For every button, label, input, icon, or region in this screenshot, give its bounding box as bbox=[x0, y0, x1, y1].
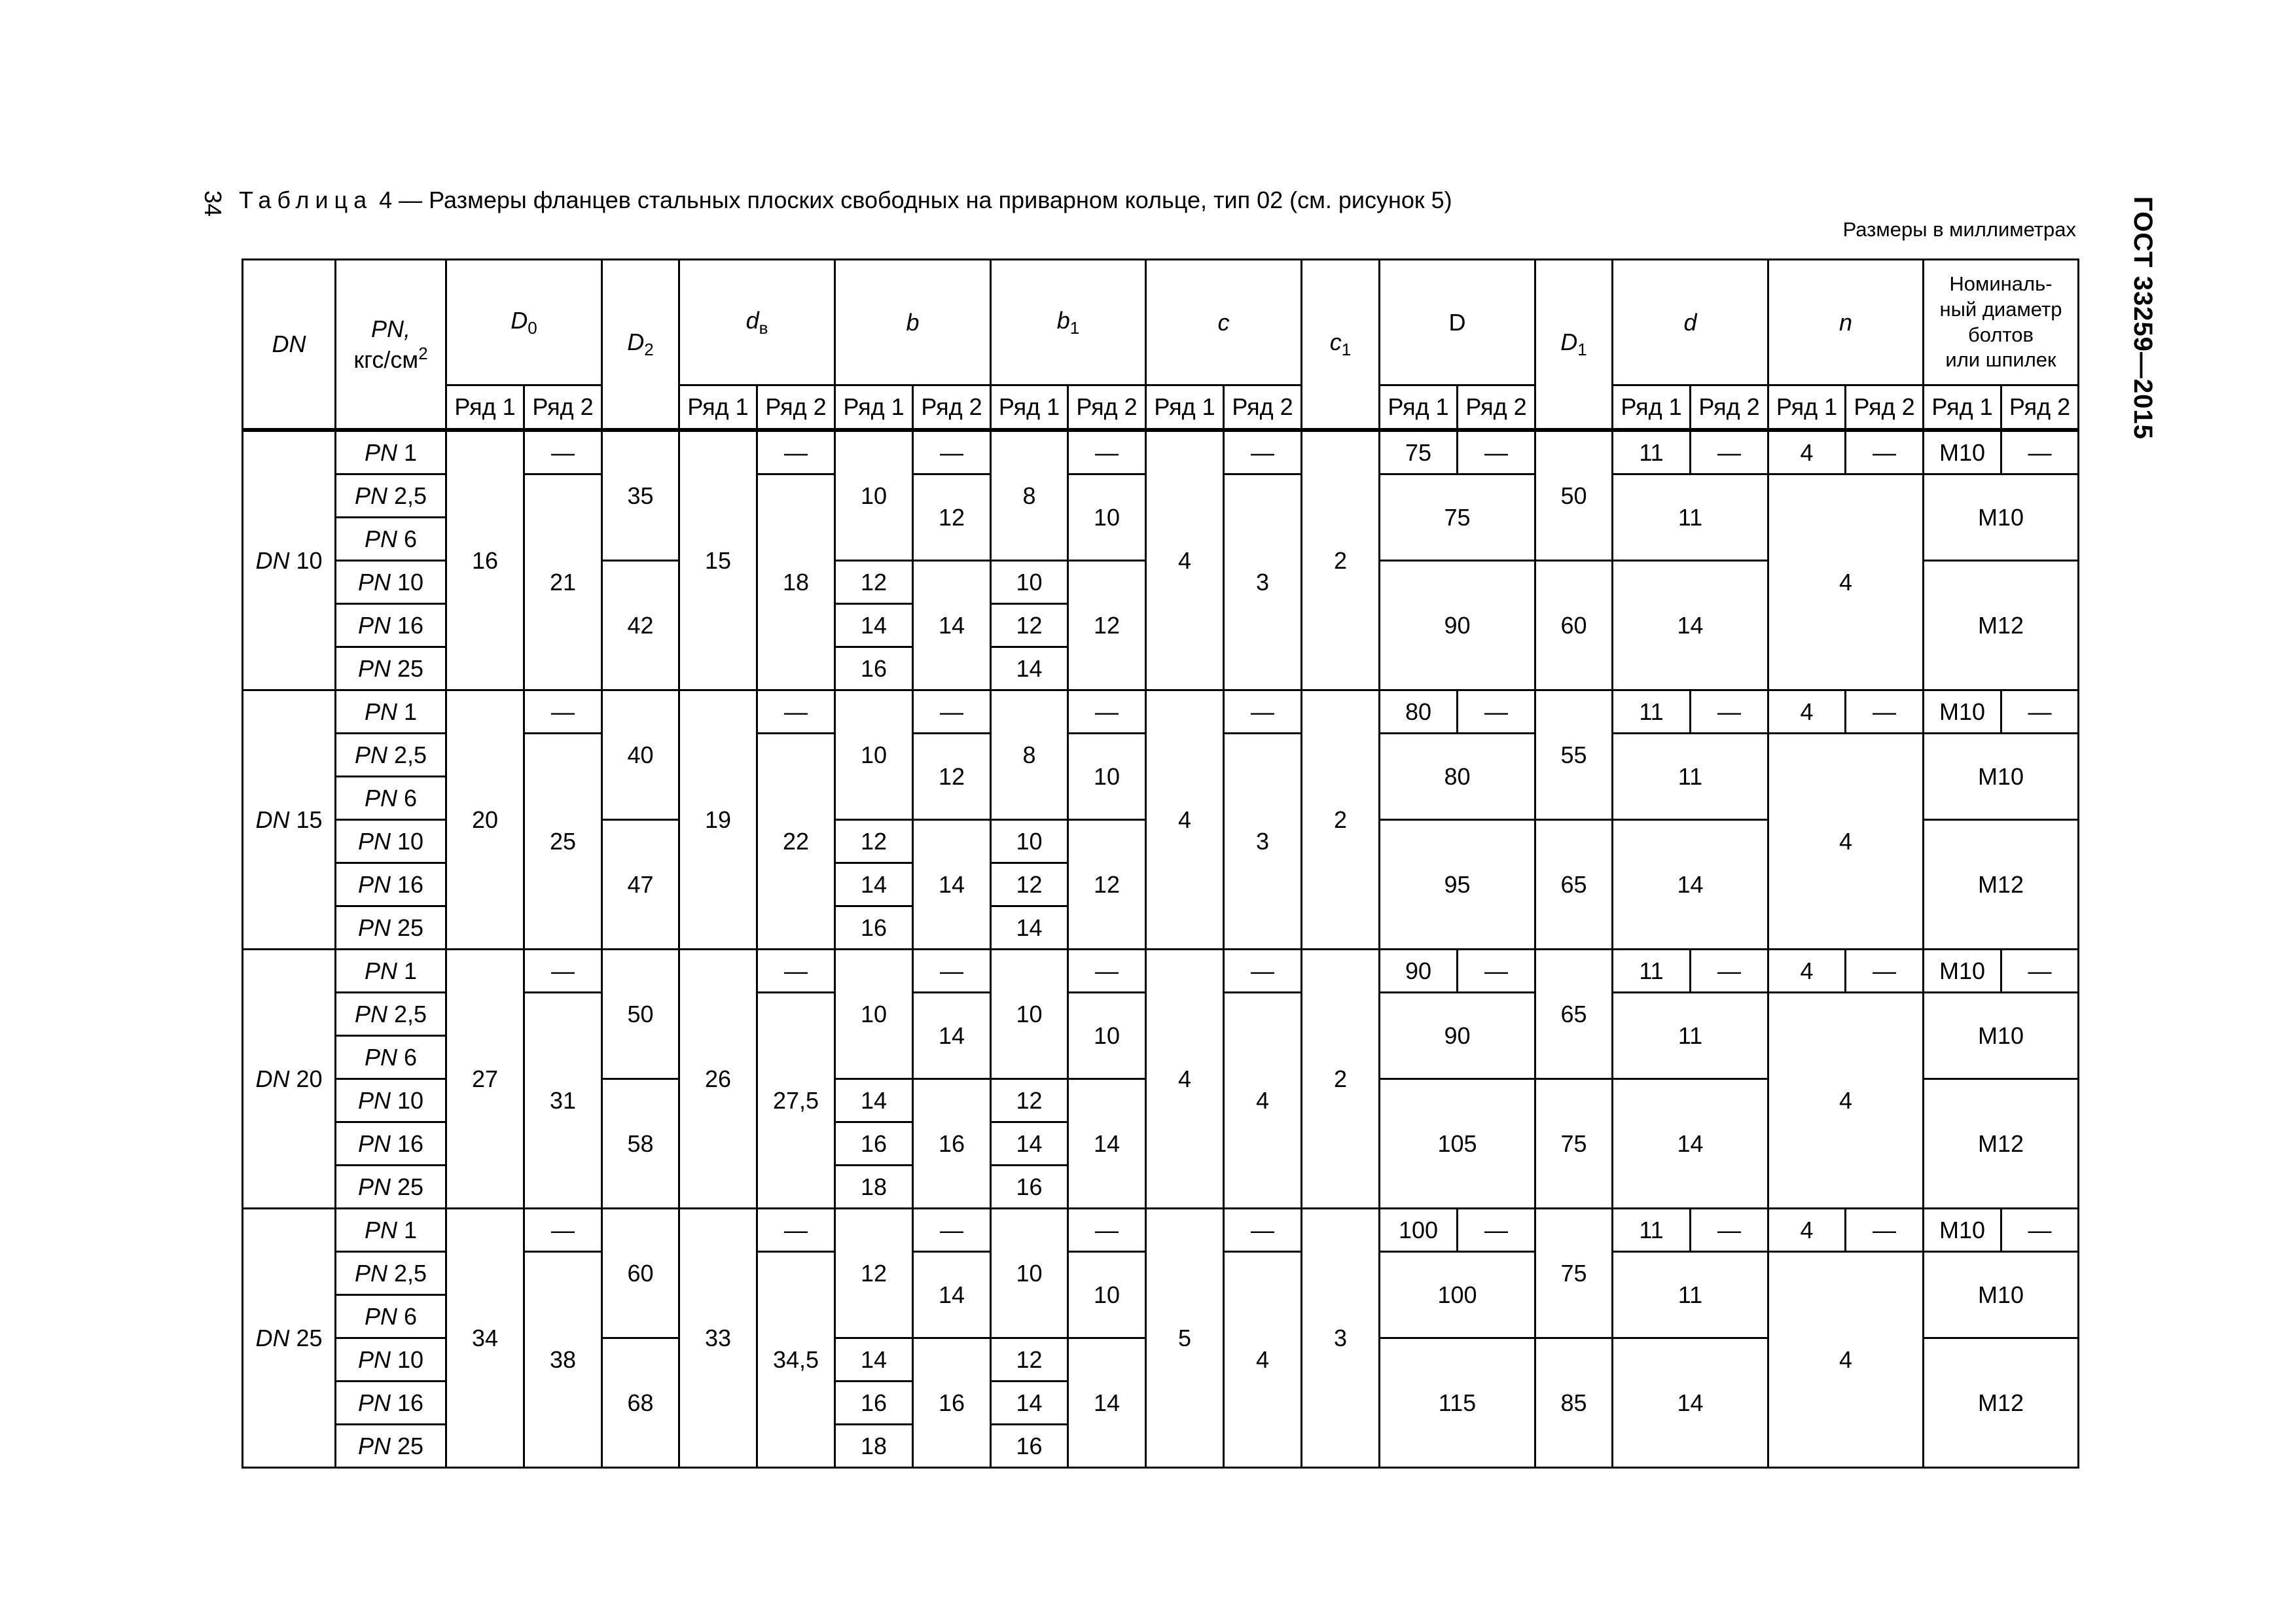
c-series2: 4 bbox=[1224, 993, 1302, 1209]
d-series1: 11 bbox=[1613, 950, 1691, 993]
series-header-b-row2: Ряд 2 bbox=[913, 385, 991, 429]
dv-series1: 26 bbox=[679, 950, 757, 1209]
b1-series1: 10 bbox=[991, 561, 1068, 604]
outer-diameter-series2-dash: — bbox=[1458, 431, 1535, 474]
d2-cell: 47 bbox=[602, 820, 679, 950]
D1-cell: 75 bbox=[1535, 1079, 1613, 1209]
D1-cell: 65 bbox=[1535, 950, 1613, 1079]
dn-cell: DN 25 bbox=[243, 1209, 336, 1468]
pn-cell: PN 25 bbox=[336, 1425, 446, 1468]
b1-series1: 8 bbox=[991, 690, 1068, 820]
b1-series1: 12 bbox=[991, 1338, 1068, 1382]
b1-series1: 16 bbox=[991, 1425, 1068, 1468]
bolt-series2-dash: — bbox=[2001, 950, 2079, 993]
n-series1: 4 bbox=[1768, 690, 1846, 734]
outer-diameter-series2-dash: — bbox=[1458, 950, 1535, 993]
d-cell: 11 bbox=[1613, 1252, 1768, 1338]
table-row bbox=[243, 950, 2079, 993]
caption-text: 4 — Размеры фланцев стальных плоских свободных на приварном кольце, тип 02 (см. рисунок 5) bbox=[372, 187, 1452, 213]
bolt-cell: M12 bbox=[1924, 820, 2079, 950]
d-series1: 11 bbox=[1613, 1209, 1691, 1252]
outer-diameter-series1: 75 bbox=[1380, 431, 1458, 474]
series-header-b-row1: Ряд 1 bbox=[835, 385, 913, 429]
n-cell: 4 bbox=[1768, 734, 1924, 950]
outer-diameter-series1: 100 bbox=[1380, 1209, 1458, 1252]
series-header-dv-row1: Ряд 1 bbox=[679, 385, 757, 429]
header-n: n bbox=[1768, 260, 1924, 385]
b-series1: 14 bbox=[835, 1338, 913, 1382]
n-series1: 4 bbox=[1768, 431, 1846, 474]
d-series2-dash: — bbox=[1691, 690, 1768, 734]
outer-diameter-series1: 80 bbox=[1380, 690, 1458, 734]
bolt-series2-dash: — bbox=[2001, 1209, 2079, 1252]
b1-series1: 12 bbox=[991, 604, 1068, 647]
dv-series2: 18 bbox=[757, 474, 835, 690]
c-series2-dash: — bbox=[1224, 690, 1302, 734]
n-series1: 4 bbox=[1768, 1209, 1846, 1252]
pn-cell: PN 16 bbox=[336, 863, 446, 906]
d-cell: 14 bbox=[1613, 561, 1768, 690]
pn-cell: PN 16 bbox=[336, 604, 446, 647]
b-series2: 12 bbox=[913, 734, 991, 820]
d0-series2: 38 bbox=[524, 1252, 602, 1468]
c-series2: 3 bbox=[1224, 474, 1302, 690]
b-series1: 10 bbox=[835, 950, 913, 1079]
b1-series2: 14 bbox=[1068, 1338, 1146, 1468]
b-series2: 12 bbox=[913, 474, 991, 561]
outer-diameter-series2-dash: — bbox=[1458, 690, 1535, 734]
b-series1: 10 bbox=[835, 431, 913, 561]
d-cell: 14 bbox=[1613, 1079, 1768, 1209]
pn-cell: PN 2,5 bbox=[336, 1252, 446, 1295]
n-series2-dash: — bbox=[1846, 690, 1924, 734]
b1-series2: 12 bbox=[1068, 820, 1146, 950]
bolt-series1: M10 bbox=[1924, 431, 2001, 474]
bolt-cell: M12 bbox=[1924, 1338, 2079, 1468]
header-bolt-diameter: Номиналь- ный диаметр болтов или шпилек bbox=[1924, 260, 2079, 385]
b-series1: 16 bbox=[835, 647, 913, 690]
d-cell: 11 bbox=[1613, 474, 1768, 561]
series-header-c-row2: Ряд 2 bbox=[1224, 385, 1302, 429]
d0-series2: 31 bbox=[524, 993, 602, 1209]
bolt-series1: M10 bbox=[1924, 690, 2001, 734]
dv-series2-dash: — bbox=[757, 690, 835, 734]
series-header-D-row1: Ряд 1 bbox=[1380, 385, 1458, 429]
outer-diameter-cell: 95 bbox=[1380, 820, 1535, 950]
d-cell: 14 bbox=[1613, 1338, 1768, 1468]
c-series2: 4 bbox=[1224, 1252, 1302, 1468]
d-series2-dash: — bbox=[1691, 950, 1768, 993]
b1-series2-dash: — bbox=[1068, 950, 1146, 993]
header-d2: $D_2$ bbox=[602, 260, 679, 429]
outer-diameter-cell: 90 bbox=[1380, 561, 1535, 690]
pn-cell: PN 6 bbox=[336, 777, 446, 820]
d2-cell: 58 bbox=[602, 1079, 679, 1209]
b-series1: 10 bbox=[835, 690, 913, 820]
D1-cell: 55 bbox=[1535, 690, 1613, 820]
b1-series2: 12 bbox=[1068, 561, 1146, 690]
series-header-d0-row2: Ряд 2 bbox=[524, 385, 602, 429]
b1-series2-dash: — bbox=[1068, 431, 1146, 474]
d0-series1: 27 bbox=[446, 950, 524, 1209]
bolt-series2-dash: — bbox=[2001, 431, 2079, 474]
pn-cell: PN 1 bbox=[336, 431, 446, 474]
bolt-series1: M10 bbox=[1924, 950, 2001, 993]
series-header-n-row2: Ряд 2 bbox=[1846, 385, 1924, 429]
b-series2: 16 bbox=[913, 1338, 991, 1468]
header-b1: $b_1$ bbox=[991, 260, 1146, 385]
pn-cell: PN 2,5 bbox=[336, 474, 446, 518]
c1-cell: 2 bbox=[1302, 690, 1380, 950]
bolt-cell: M10 bbox=[1924, 474, 2079, 561]
d2-cell: 35 bbox=[602, 431, 679, 561]
d0-series2: 21 bbox=[524, 474, 602, 690]
pn-cell: PN 6 bbox=[336, 1036, 446, 1079]
D1-cell: 60 bbox=[1535, 561, 1613, 690]
series-header-n-row1: Ряд 1 bbox=[1768, 385, 1846, 429]
series-header-bolt-row1: Ряд 1 bbox=[1924, 385, 2001, 429]
c1-cell: 3 bbox=[1302, 1209, 1380, 1468]
series-header-bolt-row2: Ряд 2 bbox=[2001, 385, 2079, 429]
bolt-cell: M10 bbox=[1924, 993, 2079, 1079]
n-series2-dash: — bbox=[1846, 431, 1924, 474]
c-series1: 4 bbox=[1146, 950, 1224, 1209]
page-number: 34 bbox=[200, 190, 226, 217]
pn-cell: PN 25 bbox=[336, 647, 446, 690]
outer-diameter-cell: 105 bbox=[1380, 1079, 1535, 1209]
b-series1: 12 bbox=[835, 1209, 913, 1338]
d0-series2-dash: — bbox=[524, 950, 602, 993]
b1-series2: 10 bbox=[1068, 734, 1146, 820]
header-outer-diameter: D bbox=[1380, 260, 1535, 385]
series-header-c-row1: Ряд 1 bbox=[1146, 385, 1224, 429]
dv-series2: 34,5 bbox=[757, 1252, 835, 1468]
pn-cell: PN 10 bbox=[336, 820, 446, 863]
d-series2-dash: — bbox=[1691, 431, 1768, 474]
series-header-d-row2: Ряд 2 bbox=[1691, 385, 1768, 429]
b-series2: 14 bbox=[913, 993, 991, 1079]
d-cell: 11 bbox=[1613, 734, 1768, 820]
header-D1: $D_1$ bbox=[1535, 260, 1613, 429]
dn-cell: DN 20 bbox=[243, 950, 336, 1209]
b1-series1: 10 bbox=[991, 820, 1068, 863]
b1-series1: 14 bbox=[991, 1382, 1068, 1425]
b-series1: 14 bbox=[835, 1079, 913, 1122]
bolt-cell: M10 bbox=[1924, 734, 2079, 820]
dv-series2: 27,5 bbox=[757, 993, 835, 1209]
header-dv: $d_в$ bbox=[679, 260, 835, 385]
n-cell: 4 bbox=[1768, 474, 1924, 690]
b1-series1: 8 bbox=[991, 431, 1068, 561]
pn-cell: PN 16 bbox=[336, 1382, 446, 1425]
b1-series1: 12 bbox=[991, 863, 1068, 906]
b-series1: 16 bbox=[835, 906, 913, 950]
b1-series1: 10 bbox=[991, 1209, 1068, 1338]
c-series2-dash: — bbox=[1224, 431, 1302, 474]
outer-diameter-cell: 75 bbox=[1380, 474, 1535, 561]
pn-cell: PN 10 bbox=[336, 1079, 446, 1122]
b1-series1: 12 bbox=[991, 1079, 1068, 1122]
b1-series1: 14 bbox=[991, 906, 1068, 950]
header-c: c bbox=[1146, 260, 1302, 385]
d0-series1: 16 bbox=[446, 431, 524, 690]
D1-cell: 75 bbox=[1535, 1209, 1613, 1338]
dn-cell: DN 15 bbox=[243, 690, 336, 950]
b-series1: 12 bbox=[835, 820, 913, 863]
bolt-series1: M10 bbox=[1924, 1209, 2001, 1252]
header-dn: DN bbox=[243, 260, 336, 429]
pn-cell: PN 1 bbox=[336, 950, 446, 993]
table-row bbox=[243, 431, 2079, 474]
D1-cell: 65 bbox=[1535, 820, 1613, 950]
d2-cell: 40 bbox=[602, 690, 679, 820]
D1-cell: 85 bbox=[1535, 1338, 1613, 1468]
b1-series2: 10 bbox=[1068, 993, 1146, 1079]
b-series1: 18 bbox=[835, 1425, 913, 1468]
caption-label: Таблица bbox=[239, 187, 373, 213]
dv-series1: 33 bbox=[679, 1209, 757, 1468]
pn-cell: PN 16 bbox=[336, 1122, 446, 1166]
c-series1: 4 bbox=[1146, 690, 1224, 950]
series-header-d0-row1: Ряд 1 bbox=[446, 385, 524, 429]
d-series1: 11 bbox=[1613, 690, 1691, 734]
b1-series2: 10 bbox=[1068, 474, 1146, 561]
dv-series1: 15 bbox=[679, 431, 757, 690]
b-series2-dash: — bbox=[913, 1209, 991, 1252]
outer-diameter-cell: 90 bbox=[1380, 993, 1535, 1079]
pn-cell: PN 1 bbox=[336, 1209, 446, 1252]
b-series2-dash: — bbox=[913, 690, 991, 734]
c-series2-dash: — bbox=[1224, 1209, 1302, 1252]
pn-cell: PN 2,5 bbox=[336, 734, 446, 777]
d0-series2-dash: — bbox=[524, 431, 602, 474]
b-series1: 12 bbox=[835, 561, 913, 604]
bolt-cell: M10 bbox=[1924, 1252, 2079, 1338]
flange-dimensions-table bbox=[242, 259, 2079, 1469]
pn-cell: PN 2,5 bbox=[336, 993, 446, 1036]
outer-diameter-cell: 100 bbox=[1380, 1252, 1535, 1338]
d-cell: 11 bbox=[1613, 993, 1768, 1079]
b-series2: 14 bbox=[913, 820, 991, 950]
b-series1: 16 bbox=[835, 1122, 913, 1166]
header-b: b bbox=[835, 260, 991, 385]
D1-cell: 50 bbox=[1535, 431, 1613, 561]
n-series1: 4 bbox=[1768, 950, 1846, 993]
c1-cell: 2 bbox=[1302, 431, 1380, 690]
series-header-dv-row2: Ряд 2 bbox=[757, 385, 835, 429]
b-series2: 16 bbox=[913, 1079, 991, 1209]
d-cell: 14 bbox=[1613, 820, 1768, 950]
standard-code: ГОСТ 33259—2015 bbox=[2128, 196, 2157, 440]
header-d: d bbox=[1613, 260, 1768, 385]
table-caption bbox=[239, 187, 1452, 214]
c-series2-dash: — bbox=[1224, 950, 1302, 993]
d0-series1: 20 bbox=[446, 690, 524, 950]
pn-cell: PN 25 bbox=[336, 1166, 446, 1209]
table-row bbox=[243, 1209, 2079, 1252]
b-series1: 14 bbox=[835, 863, 913, 906]
b-series1: 16 bbox=[835, 1382, 913, 1425]
d-series2-dash: — bbox=[1691, 1209, 1768, 1252]
d0-series2: 25 bbox=[524, 734, 602, 950]
d0-series1: 34 bbox=[446, 1209, 524, 1468]
series-header-b1-row1: Ряд 1 bbox=[991, 385, 1068, 429]
b1-series1: 10 bbox=[991, 950, 1068, 1079]
bolt-cell: M12 bbox=[1924, 561, 2079, 690]
series-header-b1-row2: Ряд 2 bbox=[1068, 385, 1146, 429]
b-series2-dash: — bbox=[913, 431, 991, 474]
dv-series1: 19 bbox=[679, 690, 757, 950]
outer-diameter-cell: 80 bbox=[1380, 734, 1535, 820]
b-series2: 14 bbox=[913, 561, 991, 690]
b-series2-dash: — bbox=[913, 950, 991, 993]
b1-series2-dash: — bbox=[1068, 1209, 1146, 1252]
units-note: Размеры в миллиметрах bbox=[1842, 218, 2076, 241]
b1-series2: 10 bbox=[1068, 1252, 1146, 1338]
b-series1: 14 bbox=[835, 604, 913, 647]
d2-cell: 42 bbox=[602, 561, 679, 690]
d0-series2-dash: — bbox=[524, 1209, 602, 1252]
pn-cell: PN 6 bbox=[336, 518, 446, 561]
table-row bbox=[243, 690, 2079, 734]
d2-cell: 50 bbox=[602, 950, 679, 1079]
b-series1: 18 bbox=[835, 1166, 913, 1209]
header-pn: PN, кгс/$см^2$ bbox=[336, 260, 446, 429]
d2-cell: 68 bbox=[602, 1338, 679, 1468]
n-cell: 4 bbox=[1768, 1252, 1924, 1468]
pn-cell: PN 25 bbox=[336, 906, 446, 950]
series-header-d-row1: Ряд 1 bbox=[1613, 385, 1691, 429]
c1-cell: 2 bbox=[1302, 950, 1380, 1209]
d-series1: 11 bbox=[1613, 431, 1691, 474]
dn-cell: DN 10 bbox=[243, 431, 336, 690]
b-series2: 14 bbox=[913, 1252, 991, 1338]
bolt-cell: M12 bbox=[1924, 1079, 2079, 1209]
pn-cell: PN 1 bbox=[336, 690, 446, 734]
c-series2: 3 bbox=[1224, 734, 1302, 950]
n-cell: 4 bbox=[1768, 993, 1924, 1209]
b1-series1: 14 bbox=[991, 1122, 1068, 1166]
bolt-series2-dash: — bbox=[2001, 690, 2079, 734]
pn-cell: PN 6 bbox=[336, 1295, 446, 1338]
outer-diameter-series2-dash: — bbox=[1458, 1209, 1535, 1252]
b1-series1: 16 bbox=[991, 1166, 1068, 1209]
b1-series2: 14 bbox=[1068, 1079, 1146, 1209]
n-series2-dash: — bbox=[1846, 1209, 1924, 1252]
dv-series2-dash: — bbox=[757, 950, 835, 993]
d2-cell: 60 bbox=[602, 1209, 679, 1338]
dv-series2-dash: — bbox=[757, 1209, 835, 1252]
dv-series2: 22 bbox=[757, 734, 835, 950]
outer-diameter-series1: 90 bbox=[1380, 950, 1458, 993]
dv-series2-dash: — bbox=[757, 431, 835, 474]
pn-cell: PN 10 bbox=[336, 1338, 446, 1382]
outer-diameter-cell: 115 bbox=[1380, 1338, 1535, 1468]
b1-series2-dash: — bbox=[1068, 690, 1146, 734]
d0-series2-dash: — bbox=[524, 690, 602, 734]
c-series1: 4 bbox=[1146, 431, 1224, 690]
header-c1: $c_1$ bbox=[1302, 260, 1380, 429]
series-header-D-row2: Ряд 2 bbox=[1458, 385, 1535, 429]
n-series2-dash: — bbox=[1846, 950, 1924, 993]
pn-cell: PN 10 bbox=[336, 561, 446, 604]
c-series1: 5 bbox=[1146, 1209, 1224, 1468]
b1-series1: 14 bbox=[991, 647, 1068, 690]
header-d0: $D_0$ bbox=[446, 260, 602, 385]
